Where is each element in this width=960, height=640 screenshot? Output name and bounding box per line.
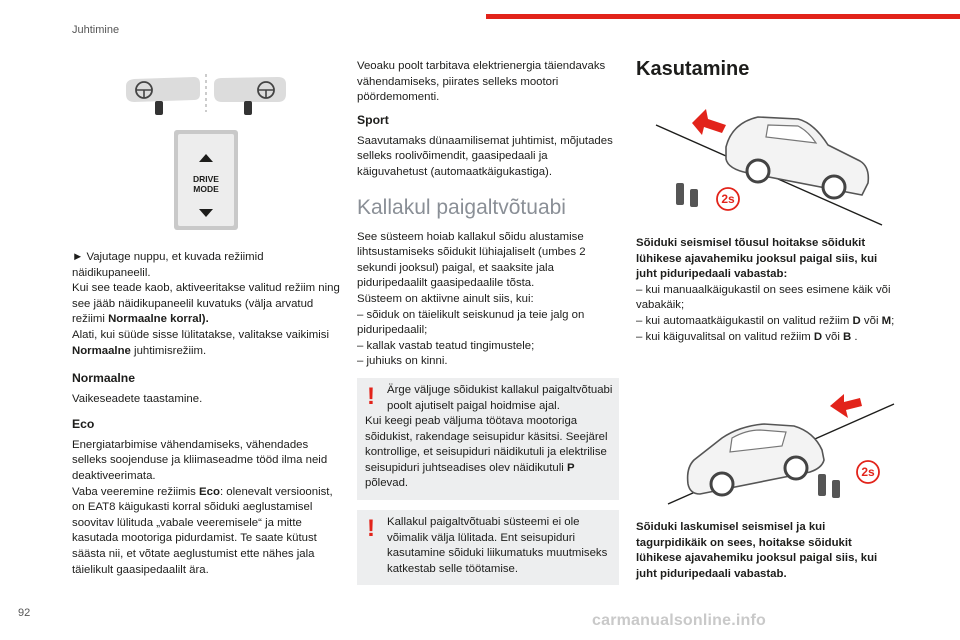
intro-text: juhtimisrežiim. (130, 344, 207, 357)
warning-box (357, 378, 619, 500)
header-accent-bar (486, 14, 960, 19)
list-bold: D (852, 314, 861, 327)
uphill-text (636, 236, 898, 345)
drive-mode-figure (118, 72, 294, 242)
intro-text: Alati, kui süüde sisse lülitatakse, valitakse vaikimisi (72, 328, 330, 341)
pedal-icon (690, 189, 698, 207)
list-bold: B (843, 330, 852, 343)
arrow-up-icon (692, 109, 726, 135)
list-item: . (851, 330, 858, 343)
uphill-list (636, 283, 898, 345)
list-item: – kallak vastab teatud tingimustele; (357, 339, 535, 352)
downhill-heading: Sõiduki laskumisel seismisel ja kui tagurpidikäik on sees, hoitakse sõidukit lühikese ajavahemiku jooksul paigal siis, kui juht piduripedaali vabastab. (636, 521, 878, 580)
list-bold: M (881, 314, 892, 327)
normal-text: Vaikeseadete taastamine. (72, 393, 203, 406)
eco-heading: Eco (72, 416, 95, 431)
list-item: – juhiuks on kinni. (357, 355, 448, 368)
eco-text-1: Energiatarbimise vähendamiseks, vähendades selleks soojenduse ja kliimaseadme tööd ilma neid deaktiveerimata. (72, 438, 328, 482)
sport-text: Saavutamaks dünaamilisemat juhtimist, mõjutades selleks roolivõimendit, gaasipedaali ja käiguvahetust (automaatkäigukastiga). (357, 134, 613, 178)
warning-text (365, 383, 613, 492)
hill-assist-cond: Süsteem on aktiivne ainult siis, kui: (357, 292, 534, 305)
intro-paragraph (72, 250, 344, 359)
eco-text-2: : olenevalt versioonist, on EAT8 käigukasti korral sõiduki aeglustamisel soovitav lülituda „vabale veeremisele“ ja mitte kasutada mootoriga pidurdamist. Te saate kütust säästa nii, et võtate aeglustumist ette nähes jala täielikult gaasipedaalilt ära. (72, 485, 333, 576)
hand-pointer-icon (244, 101, 252, 115)
downhill-text (636, 520, 898, 582)
intro-text: Kui see teade kaob, aktiveeritakse valitud režiim ning see jääb näidikupaneelil kuvatuks (välja arvatud režiimi (72, 282, 340, 326)
header-section-title: Juhtimine (72, 24, 120, 36)
pedal-icon (818, 474, 826, 496)
eco-text (72, 438, 344, 578)
list-item: – kui käiguvalitsal on valitud režiim (636, 330, 814, 343)
warning-first: Kallakul paigaltvõtuabi süsteemi ei ole võimalik välja lülitada. Ent seisupiduri kasutamine sõiduki liikumatuks muutmiseks katkestab selle töötamise. (387, 516, 608, 575)
list-item: ; (891, 314, 895, 327)
warning-first: Ärge väljuge sõidukist kallakul paigaltvõtuabi poolt ajutiselt paigal hoidmise ajal. (387, 383, 613, 412)
warning-rest: Kui keegi peab väljuma töötava mootoriga sõidukist, rakendage seisupidur käsitsi. Seejärel kontrollige, et seisupiduri näidikutuli ja elektrilise seisupiduri juhtseadises olev näidikutuli (365, 415, 608, 474)
drive-mode-label-line2: MODE (193, 184, 219, 194)
usage-title: Kasutamine (636, 58, 750, 80)
eco-text-2: Vaba veeremine režiimis (72, 485, 200, 498)
uphill-heading: Sõiduki seismisel tõusul hoitakse sõidukit lühikese ajavahemiku jooksul paigal siis, kui juht piduripedaali vabastab: (636, 237, 878, 281)
warning-bold: P (566, 461, 575, 474)
column-2 (357, 59, 619, 595)
warning-rest: põlevad. (365, 477, 409, 490)
warning-text (365, 515, 613, 577)
watermark: carmanualsonline.info (592, 612, 767, 629)
warning-icon: ! (367, 382, 375, 410)
downhill-figure (660, 388, 896, 510)
hill-assist-text (357, 230, 619, 370)
intro-bold: Normaalne (72, 344, 131, 357)
hill-assist-desc: See süsteem hoiab kallakul sõidu alustamise lihtsustamiseks sõidukit lühiajaliselt (umbes 2 sekundi jooksul) paigal, et saaksite jala piduripedaalilt gaasipedaalile tõsta. (357, 230, 586, 290)
normal-heading: Normaalne (72, 371, 135, 386)
warning-icon: ! (367, 515, 375, 543)
list-item: – kui automaatkäigukastil on valitud režiim (636, 314, 853, 327)
list-item: või (860, 314, 882, 327)
drive-mode-text (72, 250, 344, 578)
intro-bold: Normaalne korral). (108, 313, 209, 326)
list-item: või (822, 330, 844, 343)
list-bold: D (813, 330, 823, 343)
uphill-figure (648, 95, 884, 227)
list-item: – sõiduk on täielikult seiskunud ja teie jalg on piduripedaalil; (357, 308, 585, 337)
drive-mode-label-line1: DRIVE (193, 174, 219, 184)
intro-step: ► Vajutage nuppu, et kuvada režiimid näidikupaneelil. (72, 251, 264, 279)
two-seconds-badge: 2s (861, 465, 875, 479)
sport-heading: Sport (357, 112, 389, 127)
two-seconds-badge: 2s (721, 192, 735, 206)
eco-text-bold: Eco (199, 485, 220, 498)
hill-assist-title: Kallakul paigaltvõtuabi (357, 195, 566, 219)
pedal-icon (676, 183, 684, 205)
hand-pointer-icon (155, 101, 163, 115)
arrow-up-icon (830, 394, 862, 418)
eco-continued: Veoaku poolt tarbitava elektrienergia täiendavaks vähendamiseks, piirates selleks mootori pöördemomenti. (357, 60, 606, 104)
page-number: 92 (18, 607, 31, 619)
pedal-icon (832, 480, 840, 498)
list-item: – kui manuaalkäigukastil on sees esimene käik või vabakäik; (636, 283, 891, 312)
warning-box (357, 510, 619, 585)
